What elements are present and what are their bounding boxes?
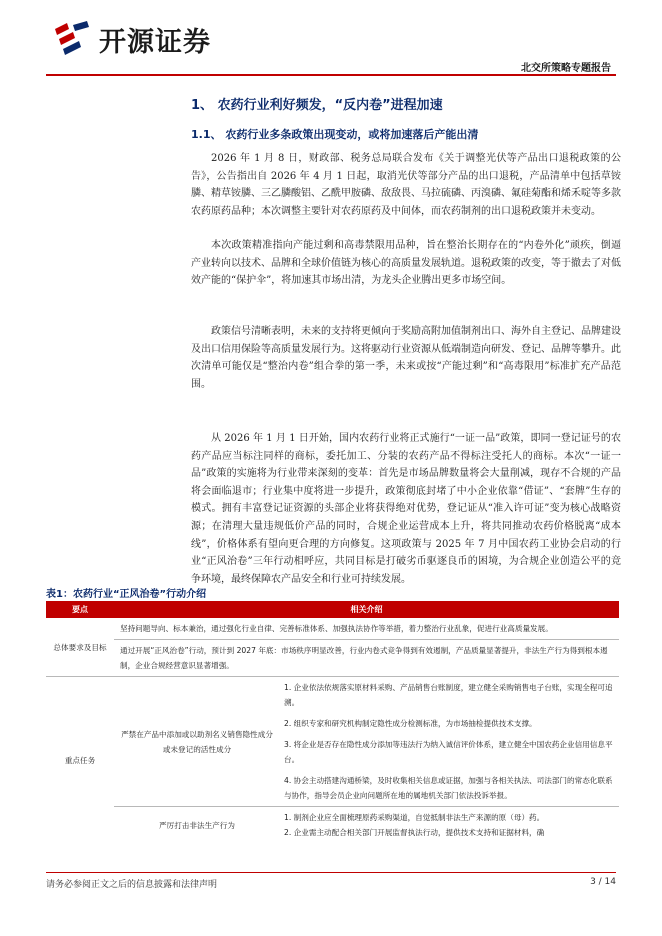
table-row (46, 807, 619, 844)
row-item: 2. 组织专家和研究机构制定隐性成分检测标准，为市场抽检提供技术支撑。 (284, 719, 537, 728)
body-paragraph-4: 从 2026 年 1 月 1 日开始，国内农药行业将正式施行“一证一品”政策，即同一登记证号的农药产品应当标注同样的商标，委托加工、分装的农药产品不得标注受托人的商标。本次“一证一品”政策的实施将为行业带来深刻的变革：首先是市场品牌数量将会大量削减，现存不合规的产品将会面临退市；行业集中度将进一步提升，政策彻底封堵了中小企业依靠“借证”、“套牌”生存的模式。拥有丰富登记证资源的头部企业将获得绝对优势，登记证从“准入许可证”变为核心战略资源；在清理大量违规低价产品的同时，合规企业运营成本上升，将共同推动农药价格脱离“成本线”，价格体系有望向更合理的方向修复。这项政策与 2025 年 7 月中国农药工业协会启动的行业“正风治卷”三年行动相呼应，共同目标是打破劣币驱逐良币的困境，为合规企业创造公平的竞争环境，最终保障农产品安全和行业可持续发展。 (191, 433, 621, 585)
body-paragraph-3: 政策信号清晰表明，未来的支持将更倾向于奖励高附加值制剂出口、海外自主登记、品牌建设及出口信用保险等高质量发展行为。这将驱动行业资源从低端制造向研发、登记、品牌等攀升。此次清单可能仅是“整治内卷”组合拳的第一季，未来或按“产能过剩”和“高毒限用”标准扩充产品范围。 (191, 326, 621, 390)
subsection-heading: 1.1、 农药行业多条政策出现变动，或将加速落后产能出清 (191, 128, 479, 141)
table-header-row (46, 601, 619, 618)
row-item-line: 2. 企业需主动配合相关部门开展监督执法行动，提供技术支持和证据材料，确 (284, 828, 545, 837)
row-item: 4. 协会主动搭建沟通桥梁，及时收集相关信息或证据，加强与各相关执法、司法部门的常态化联系与协作，指导会员企业向问题所在地的属地机关部门依法投诉举报。 (280, 770, 619, 807)
row-subkey: 严厉打击非法生产行为 (159, 820, 235, 830)
row-text: 通过开展“正风治卷”行动，预计到 2027 年底：市场秩序明显改善，行业内卷式竞争得到有效遏制，产品质量显著提升，非法生产行为得到根本遏制，企业合规经营意识显著增强。 (114, 640, 619, 677)
table-row (46, 640, 619, 677)
row-item (280, 807, 619, 844)
row-item: 1. 企业依法依规落实原材料采购、产品销售台账制度，建立健全采购销售电子台账，实现全程可追溯。 (284, 683, 613, 707)
table-header-desc: 相关介绍 (114, 601, 619, 618)
row-key: 重点任务 (64, 755, 96, 765)
logo-text: 开源证券 (99, 26, 211, 58)
report-title: 北交所策略专题报告 (521, 63, 611, 74)
row-item: 3. 将企业是否存在隐性成分添加等违法行为纳入诚信评价体系，建立健全中国农药企业信用信息平台。 (284, 740, 613, 764)
policy-table (46, 601, 619, 843)
table-row (46, 618, 619, 640)
page-number: 3 / 14 (590, 877, 616, 887)
table-title: 表1：农药行业“正风治卷”行动介绍 (46, 589, 207, 600)
section-heading: 1、 农药行业利好频发，“反内卷”进程加速 (191, 98, 443, 113)
body-paragraph-2: 本次政策精准指向产能过剩和高毒禁限用品种，旨在整治长期存在的“内卷外化”顽疾，倒逼产业转向以技术、品牌和全球价值链为核心的高质量发展轨道。退税政策的改变，等于撤去了对低效产能的“保护伞”，将加速其市场出清，为龙头企业腾出更多市场空间。 (191, 240, 621, 287)
body-paragraph-1: 2026 年 1 月 8 日，财政部、税务总局联合发布《关于调整光伏等产品出口退税政策的公告》，公告指出自 2026 年 4 月 1 日起，取消光伏等部分产品的出口退税，产品清单中包括草铵膦、精草铵膦、三乙膦酸铝、乙酰甲胺磷、敌敌畏、马拉硫磷、丙溴磷、氟硅菊酯和烯禾啶等多款农药原药品种；本次调整主要针对农药原药及中间体，而农药制剂的出口退税政策并未变动。 (191, 153, 621, 217)
header-divider (46, 74, 616, 76)
table-row (46, 677, 619, 714)
row-item-line: 1. 制剂企业应全面梳理原药采购渠道，自觉抵制非法生产来源的原（母）药。 (284, 813, 545, 822)
row-text: 坚持问题导向、标本兼治，通过强化行业自律、完善标准体系、加强执法协作等举措，着力整治行业乱象，促进行业高质量发展。 (114, 618, 619, 640)
row-key: 总体要求及目标 (46, 618, 114, 677)
table-header-key: 要点 (46, 601, 114, 618)
row-subkey: 严禁在产品中添加或以助剂名义销售隐性成分或未登记的活性成分 (114, 677, 280, 807)
footer-disclaimer: 请务必参阅正文之后的信息披露和法律声明 (46, 880, 218, 890)
company-logo (53, 21, 211, 57)
logo-mark-icon (53, 21, 93, 57)
footer-divider (46, 872, 616, 873)
